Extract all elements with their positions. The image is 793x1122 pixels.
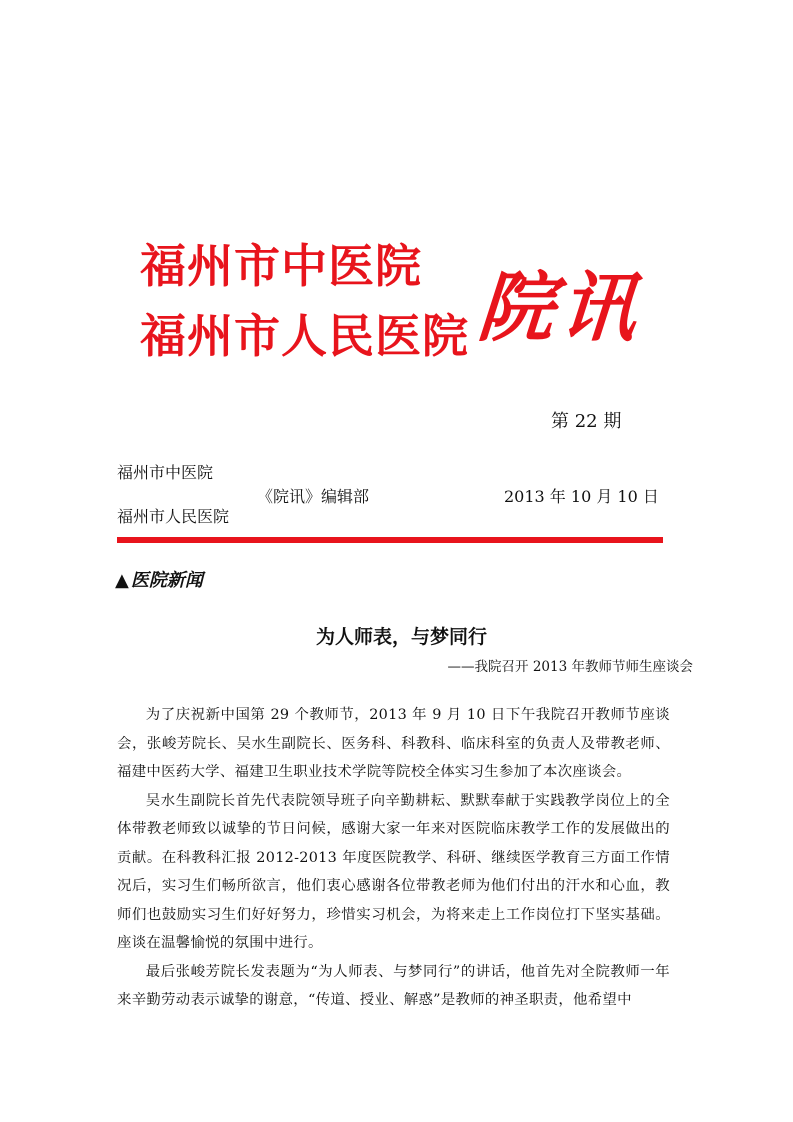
issue-number: 第 22 期	[551, 411, 622, 432]
masthead-hospital-2: 福州市人民医院	[140, 309, 469, 363]
article-title: 为人师表，与梦同行	[315, 626, 487, 648]
paragraph: 最后张峻芳院长发表题为“为人师表、与梦同行”的讲话，他首先对全院教师一年来辛勤劳动表示诚挚的谢意，“传道、授业、解惑”是教师的神圣职责，他希望中	[117, 963, 670, 1008]
publish-date: 2013 年 10 月 10 日	[504, 487, 659, 506]
editorial-dept: 《院讯》编辑部	[257, 487, 370, 506]
article-subtitle: ——我院召开 2013 年教师节师生座谈会	[447, 659, 693, 675]
header-divider	[117, 537, 663, 543]
paragraph: 为了庆祝新中国第 29 个教师节，2013 年 9 月 10 日下午我院召开教师节座谈会，张峻芳院长、吴水生副院长、医务科、科教科、临床科室的负责人及带教老师、福建中医药大学、福建卫生职业技术学院等院校全体实习生参加了本次座谈会。	[117, 707, 670, 780]
masthead-hospital-1: 福州市中医院	[140, 239, 422, 293]
section-title: 医院新闻	[130, 570, 203, 591]
masthead-newsletter-title: 院讯	[474, 263, 646, 352]
section-heading	[115, 566, 203, 592]
paragraph: 吴水生副院长首先代表院领导班子向辛勤耕耘、默默奉献于实践教学岗位上的全体带教老师致以诚挚的节日问候，感谢大家一年来对医院临床教学工作的发展做出的贡献。在科教科汇报 2012-2013 年度医院教学、科研、继续医学教育三方面工作情况后，实习生们畅所欲言，他们衷心感谢各位带教老师为他们付出的汗水和心血，教师们也鼓励实习生们好好努力，珍惜实习机会，为将来走上工作岗位打下坚实基础。座谈在温馨愉悦的氛围中进行。	[117, 792, 670, 951]
triangle-icon: ▲	[115, 570, 129, 591]
article-body	[117, 701, 670, 1015]
publisher-org-2: 福州市人民医院	[117, 507, 230, 526]
publisher-org-1: 福州市中医院	[117, 463, 214, 482]
